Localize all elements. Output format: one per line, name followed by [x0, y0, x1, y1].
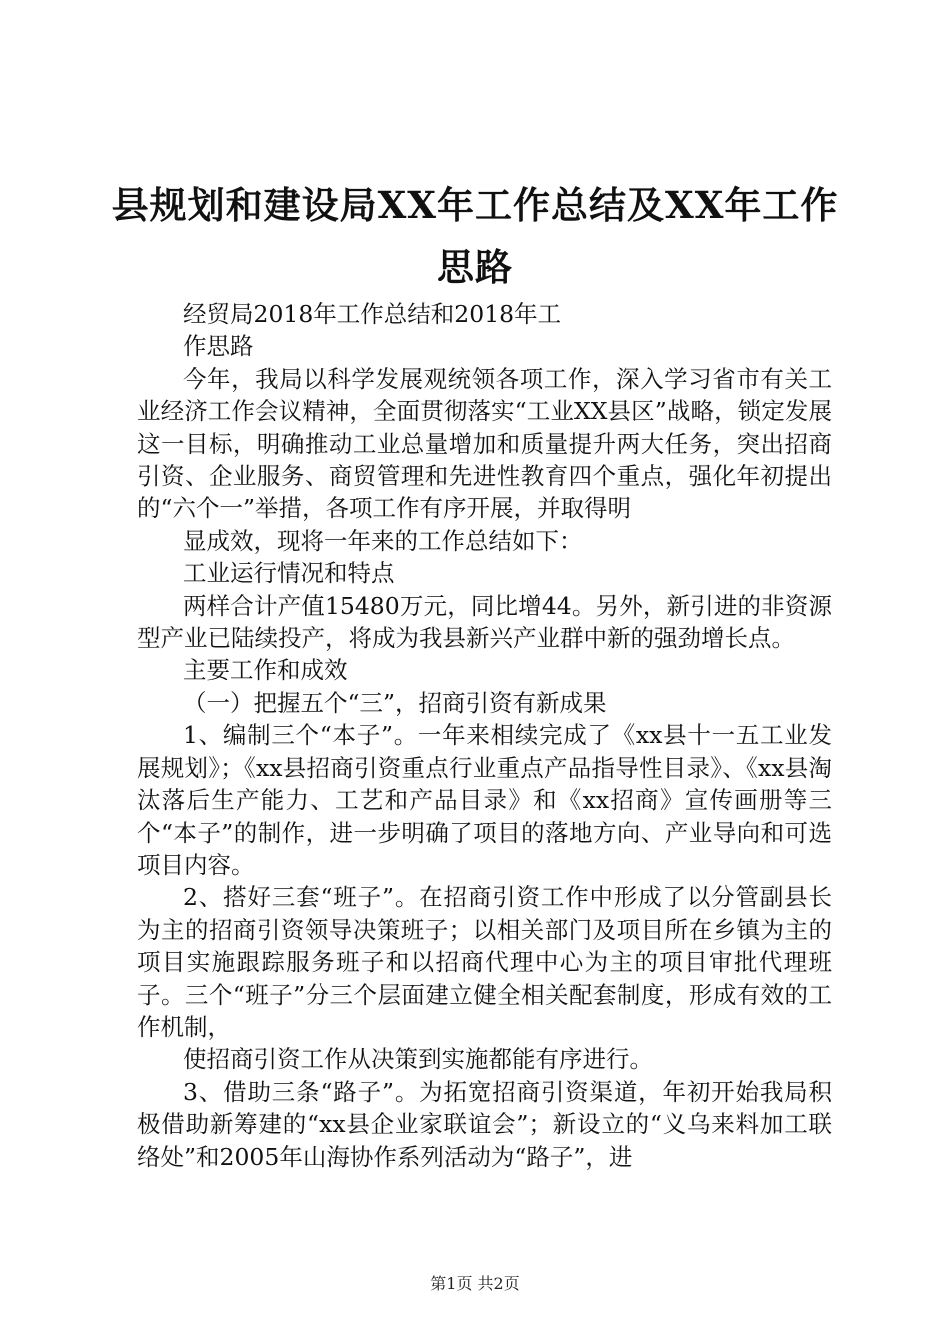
- paragraph: 3、借助三条“路子”。为拓宽招商引资渠道，年初开始我局积极借助新筹建的“xx县企业家联谊会”；新设立的“义乌来料加工联络处”和2005年山海协作系列活动为“路子”，进: [137, 1077, 832, 1171]
- paragraph: 经贸局2018年工作总结和2018年工: [183, 300, 562, 328]
- section-heading: 主要工作和成效: [183, 656, 348, 685]
- paragraph: 使招商引资工作从决策到实施都能有序进行。: [183, 1045, 653, 1074]
- document-body: [137, 298, 832, 1173]
- document-title: 县规划和建设局XX年工作总结及XX年工作思路: [111, 183, 839, 289]
- page-footer: 第1页 共2页: [430, 1274, 520, 1293]
- paragraph: 两样合计产值15480万元，同比增44。另外，新引进的非资源型产业已陆续投产，将成为我县新兴产业群中新的强劲增长点。: [137, 591, 832, 653]
- subsection-heading: （一）把握五个“三”，招商引资有新成果: [183, 688, 607, 717]
- paragraph: 显成效，现将一年来的工作总结如下：: [183, 526, 583, 555]
- paragraph: 1、编制三个“本子”。一年来相续完成了《xx县十一五工业发展规划》；《xx县招商引资重点行业重点产品指导性目录》、《xx县淘汰落后生产能力、工艺和产品目录》和《xx招商》宣传画册等三个“本子”的制作，进一步明确了项目的落地方向、产业导向和可选项目内容。: [137, 721, 832, 879]
- section-heading: 工业运行情况和特点: [183, 559, 395, 588]
- paragraph: 作思路: [183, 332, 254, 361]
- paragraph: 今年，我局以科学发展观统领各项工作，深入学习省市有关工业经济工作会议精神，全面贯彻落实“工业XX县区”战略，锁定发展这一目标，明确推动工业总量增加和质量提升两大任务，突出招商引资、企业服务、商贸管理和先进性教育四个重点，强化年初提出的“六个一”举措，各项工作有序开展，并取得明: [137, 364, 832, 523]
- paragraph: 2、搭好三套“班子”。在招商引资工作中形成了以分管副县长为主的招商引资领导决策班子；以相关部门及项目所在乡镇为主的项目实施跟踪服务班子和以招商代理中心为主的项目审批代理班子。三个“班子”分三个层面建立健全相关配套制度，形成有效的工作机制，: [137, 883, 832, 1041]
